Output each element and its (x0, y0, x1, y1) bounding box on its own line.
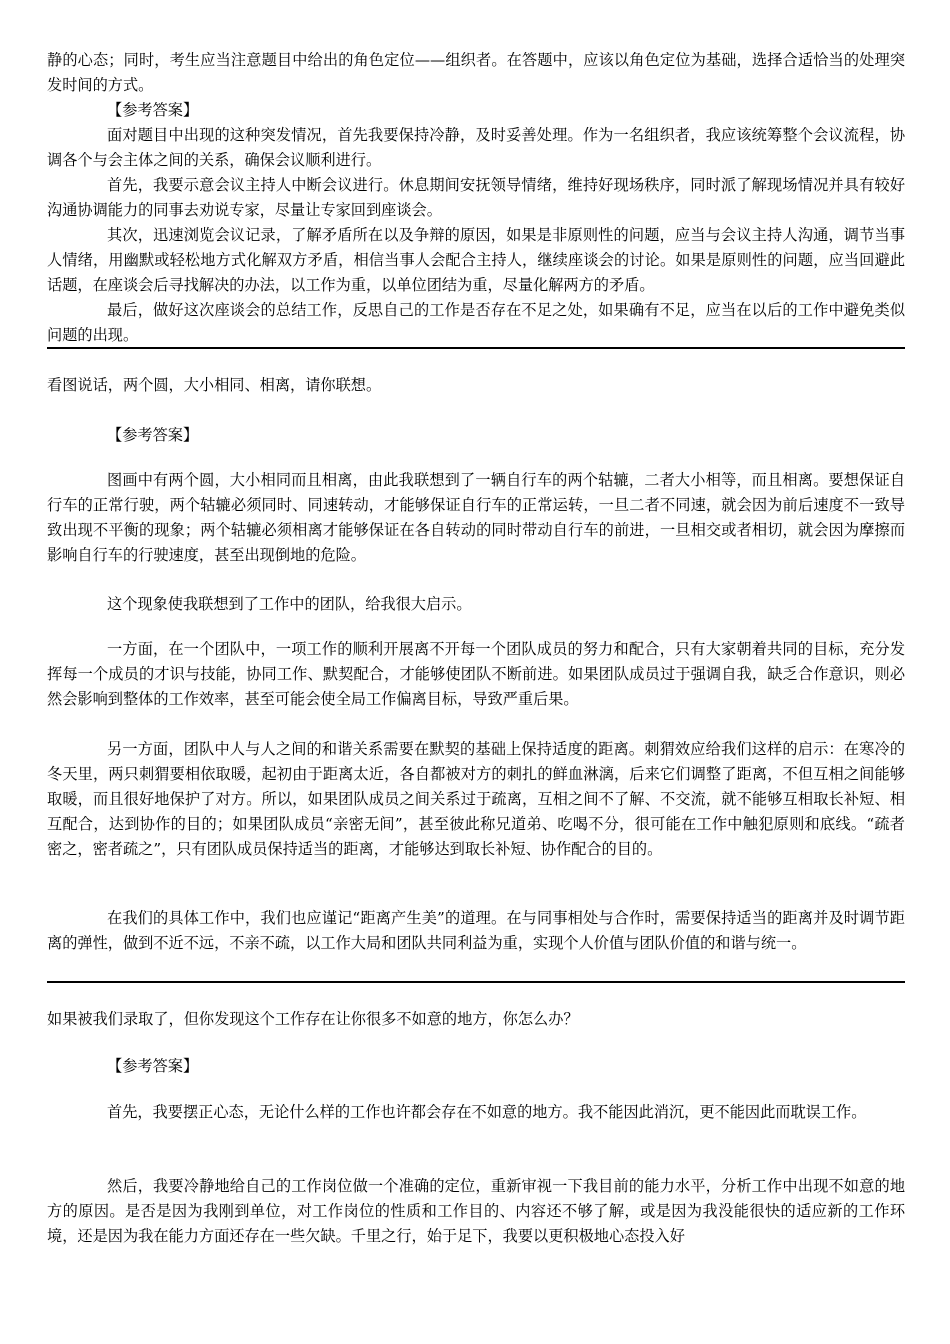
section-2-paragraph: 图画中有两个圆，大小相同而且相离，由此我联想到了一辆自行车的两个轱辘，二者大小相等，而且相离。要想保证自行车的正常行驶，两个轱辘必须同时、同速转动，才能够保证自行车的正常运转，一旦二者不同速，就会因为前后速度不一致导致出现不平衡的现象；两个轱辘必须相离才能够保证在各自转动的同时带动自行车的前进，一旦相交或者相切，就会因为摩擦而影响自行车的行驶速度，甚至出现倒地的危险。 (47, 471, 905, 564)
section-divider (47, 347, 905, 349)
section-1 (47, 48, 905, 348)
section-2-answer-header: 【参考答案】 (107, 426, 199, 444)
section-2-paragraph: 另一方面，团队中人与人之间的和谐关系需要在默契的基础上保持适度的距离。刺猬效应给我们这样的启示：在寒冷的冬天里，两只刺猬要相依取暖，起初由于距离太近，各自都被对方的刺扎的鲜血淋漓，后来它们调整了距离，不但互相之间能够取暖，而且很好地保护了对方。所以，如果团队成员之间关系过于疏离，互相之间不了解、不交流，就不能够互相取长补短、相互配合，达到协作的目的；如果团队成员“亲密无间”，甚至彼此称兄道弟、吃喝不分，很可能在工作中触犯原则和底线。“疏者密之，密者疏之”，只有团队成员保持适当的距离，才能够达到取长补短、协作配合的目的。 (47, 740, 905, 858)
section-3-question: 如果被我们录取了，但你发现这个工作存在让你很多不如意的地方，你怎么办？ (47, 1010, 579, 1028)
section-3-paragraph: 然后，我要冷静地给自己的工作岗位做一个准确的定位，重新审视一下我目前的能力水平，分析工作中出现不如意的地方的原因。是否是因为我刚到单位，对工作岗位的性质和工作目的、内容还不够了解，或是因为我没能很快的适应新的工作环境，还是因为我在能力方面还存在一些欠缺。千里之行，始于足下，我要以更积极地心态投入好 (47, 1177, 905, 1245)
section-1-answer-header: 【参考答案】 (107, 101, 199, 119)
section-2-paragraph: 一方面，在一个团队中，一项工作的顺利开展离不开每一个团队成员的努力和配合，只有大家朝着共同的目标，充分发挥每一个成员的才识与技能，协同工作、默契配合，才能够使团队不断前进。如果团队成员过于强调自我，缺乏合作意识，则必然会影响到整体的工作效率，甚至可能会使全局工作偏离目标，导致严重后果。 (47, 640, 905, 708)
section-1-paragraph: 首先，我要示意会议主持人中断会议进行。休息期间安抚领导情绪，维持好现场秩序，同时派了解现场情况并具有较好沟通协调能力的同事去劝说专家，尽量让专家回到座谈会。 (47, 176, 905, 219)
section-divider (47, 981, 905, 983)
section-2-paragraph: 在我们的具体工作中，我们也应谨记“距离产生美”的道理。在与同事相处与合作时，需要保持适当的距离并及时调节距离的弹性，做到不近不远，不亲不疏，以工作大局和团队共同利益为重，实现个人价值与团队价值的和谐与统一。 (47, 909, 905, 952)
section-3-answer-header: 【参考答案】 (107, 1057, 199, 1075)
section-1-paragraph: 其次，迅速浏览会议记录，了解矛盾所在以及争辩的原因，如果是非原则性的问题，应当与会议主持人沟通，调节当事人情绪，用幽默或轻松地方式化解双方矛盾，相信当事人会配合主持人，继续座谈会的讨论。如果是原则性的问题，应当回避此话题，在座谈会后寻找解决的办法，以工作为重，以单位团结为重，尽量化解两方的矛盾。 (47, 226, 905, 294)
section-1-paragraph: 最后，做好这次座谈会的总结工作，反思自己的工作是否存在不足之处，如果确有不足，应当在以后的工作中避免类似问题的出现。 (47, 301, 905, 344)
section-3-paragraph: 首先，我要摆正心态，无论什么样的工作也许都会存在不如意的地方。我不能因此消沉，更不能因此而耽误工作。 (107, 1103, 867, 1121)
section-2-question: 看图说话，两个圆，大小相同、相离，请你联想。 (47, 376, 382, 394)
section-1-paragraph: 面对题目中出现的这种突发情况，首先我要保持冷静，及时妥善处理。作为一名组织者，我应该统筹整个会议流程，协调各个与会主体之间的关系，确保会议顺利进行。 (47, 126, 905, 169)
section-1-intro: 静的心态；同时，考生应当注意题目中给出的角色定位——组织者。在答题中，应该以角色定位为基础，选择合适恰当的处理突发时间的方式。 (47, 51, 905, 94)
section-2-paragraph: 这个现象使我联想到了工作中的团队，给我很大启示。 (107, 595, 472, 613)
